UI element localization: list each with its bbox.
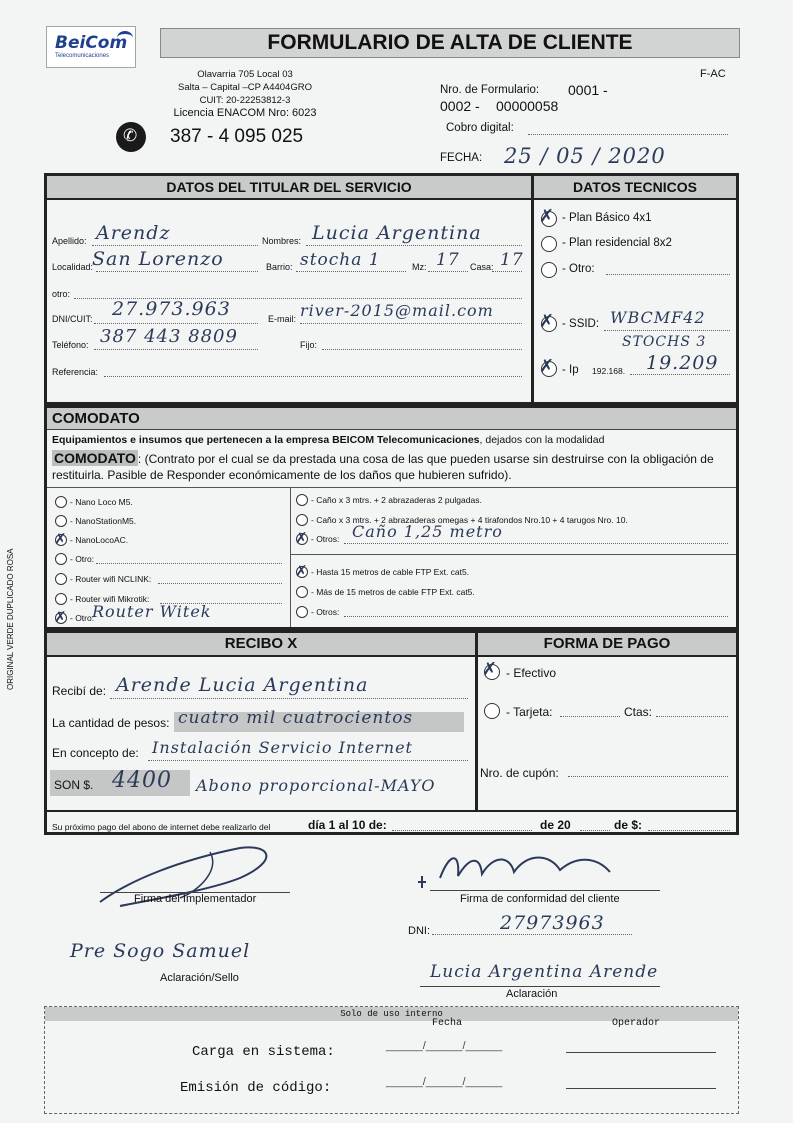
comodato-left-otro-label: - Otro: <box>70 554 95 564</box>
dni-firma-line <box>432 934 632 935</box>
cable-mas-15m-label: - Más de 15 metros de cable FTP Ext. cat5. <box>311 587 475 597</box>
form-title: FORMULARIO DE ALTA DE CLIENTE <box>160 28 740 58</box>
logo-swoosh-icon <box>117 31 133 45</box>
tecnico-otro-line <box>606 274 730 275</box>
cantidad-value: cuatro mil cuatrocientos <box>178 708 414 728</box>
recibo-section <box>44 630 739 835</box>
barrio-line <box>296 271 406 272</box>
mz-label: Mz: <box>412 262 427 272</box>
comodato-right-otros-radio[interactable] <box>295 529 308 547</box>
comodato-left-otro2-radio[interactable] <box>54 608 67 626</box>
dni-firma-value: 27973963 <box>500 912 605 934</box>
cable-mas-15m-radio[interactable] <box>296 586 308 598</box>
dni-label: DNI/CUIT: <box>52 314 93 324</box>
interno-row-carga: Carga en sistema: <box>192 1044 335 1060</box>
proximo-pago-pesos-line <box>648 830 730 831</box>
ip-radio[interactable] <box>539 356 557 377</box>
company-phone: 387 - 4 095 025 <box>170 126 304 147</box>
proximo-pago-pesos: de $: <box>614 818 643 832</box>
comodato-right-otros-label: - Otros: <box>311 534 340 544</box>
telefono-label: Teléfono: <box>52 340 89 350</box>
localidad-label: Localidad: <box>52 262 94 272</box>
ssid-radio[interactable] <box>539 311 557 332</box>
enacom-license: Licencia ENACOM Nro: 6023 <box>173 107 317 119</box>
son-value: 4400 <box>112 768 172 793</box>
ctas-line <box>656 716 728 717</box>
copy-color-note: ORIGINAL VERDE DUPLICADO ROSA <box>6 548 15 690</box>
check-mark-icon: ✗ <box>539 311 555 332</box>
router-mikrotik-radio[interactable] <box>55 593 67 605</box>
cano-omegas-label: - Caño x 3 mtrs. + 2 abrazaderas omegas + 4 tirafondos Nro.10 + 4 tarugos Nro. 10. <box>311 515 628 525</box>
proximo-pago-de20: de 20 <box>540 818 571 832</box>
ip-prefix: 192.168. <box>592 366 626 376</box>
whatsapp-icon: ✆ <box>116 122 146 152</box>
tecnicos-header: DATOS TECNICOS <box>534 176 736 200</box>
fijo-label: Fijo: <box>300 340 318 350</box>
tarjeta-radio[interactable] <box>484 703 500 719</box>
recibo-divider <box>475 630 478 810</box>
nro-formulario-label: Nro. de Formulario: <box>440 84 540 96</box>
interno-emision-date: ______/______/______ <box>386 1076 503 1088</box>
router-nclink-line <box>158 583 282 584</box>
router-mikrotik-label: - Router wifi Mikrotik: <box>70 594 150 604</box>
nombres-line <box>306 245 522 246</box>
recibi-line <box>110 698 468 699</box>
casa-value: 17 <box>500 250 524 270</box>
son-note: Abono proporcional-MAYO <box>196 776 436 795</box>
comodato-right-otros-line <box>344 543 728 544</box>
comodato-intro-rest: , dejados con la modalidad <box>479 434 605 446</box>
comodato-definition: : (Contrato por el cual se da prestada una cosa de las que pueden usarse sin destruirse con la obligación de restituirla. Pasible de Responder económicamente de los daños que hubieren sufrido). <box>52 452 714 482</box>
interno-carga-operador-line <box>566 1052 716 1053</box>
pago-header: FORMA DE PAGO <box>478 633 736 657</box>
address-line-2: Salta – Capital –CP A4404GRO <box>178 82 312 93</box>
ssid-line <box>604 330 730 331</box>
ssid-label: - SSID: <box>562 318 600 330</box>
company-address <box>150 68 340 120</box>
tecnico-otro-label: - Otro: <box>562 263 595 275</box>
recibi-value: Arende Lucia Argentina <box>116 674 369 696</box>
email-value: river-2015@mail.com <box>300 301 494 320</box>
barrio-value: stocha 1 <box>300 250 381 270</box>
proximo-pago-text: Su próximo pago del abono de internet debe realizarlo del <box>52 822 271 832</box>
tarjeta-label: - Tarjeta: <box>506 705 553 719</box>
check-mark-icon: ✗ <box>539 206 555 227</box>
recibo-header: RECIBO X <box>47 633 475 657</box>
beicom-logo <box>46 26 136 68</box>
recibi-label: Recibí de: <box>52 684 107 698</box>
concepto-line <box>148 760 468 761</box>
plan-residencial-radio[interactable] <box>541 236 557 252</box>
cupon-label: Nro. de cupón: <box>480 766 559 780</box>
comodato-table-divider <box>290 487 291 627</box>
comodato-definition-block <box>52 450 736 483</box>
implementador-label: Firma del Implementador <box>134 893 257 905</box>
conformidad-label: Firma de conformidad del cliente <box>460 893 620 905</box>
check-mark-icon: ✗ <box>539 356 555 377</box>
cano-2-pulgadas-radio[interactable] <box>296 494 308 506</box>
telefono-value: 387 443 8809 <box>100 326 238 347</box>
localidad-value: San Lorenzo <box>92 248 224 270</box>
dni-value: 27.973.963 <box>112 298 231 320</box>
telefono-line <box>94 349 258 350</box>
interno-col-fecha: Fecha <box>432 1018 463 1029</box>
aclaracion-line <box>420 986 660 987</box>
router-nclink-radio[interactable] <box>55 573 67 585</box>
comodato-header: COMODATO <box>52 410 140 427</box>
fijo-line <box>322 349 522 350</box>
localidad-line <box>96 271 258 272</box>
interno-header: Solo de uso interno <box>45 1007 738 1021</box>
fecha-value: 25 / 05 / 2020 <box>504 144 666 168</box>
form-code: F-AC <box>700 68 726 80</box>
apellido-value: Arendz <box>96 222 171 244</box>
concepto-value: Instalación Servicio Internet <box>152 738 413 757</box>
comodato-table-top <box>47 487 736 488</box>
email-line <box>300 323 522 324</box>
comodato-right-otros-value: Caño 1,25 metro <box>352 522 503 541</box>
nano-loco-ac-radio[interactable] <box>54 530 67 548</box>
nano-loco-m5-label: - Nano Loco M5. <box>70 497 133 507</box>
comodato-right-otros2-label: - Otros: <box>311 607 340 617</box>
proximo-pago-separator <box>47 810 736 812</box>
comodato-right-separator <box>291 554 736 555</box>
referencia-label: Referencia: <box>52 367 99 377</box>
comodato-word: COMODATO <box>54 450 136 466</box>
cliente-signature-line <box>430 890 660 891</box>
cobro-digital-label: Cobro digital: <box>446 122 514 134</box>
son-label: SON $. <box>54 778 94 792</box>
aclaracion-sello-label: Aclaración/Sello <box>160 972 239 984</box>
titular-divider <box>531 173 534 405</box>
logo-subtitle: Telecomunicaciones <box>55 53 110 59</box>
plan-basico-label: - Plan Básico 4x1 <box>562 212 652 224</box>
check-mark-icon: ✗ <box>54 530 67 548</box>
proximo-pago-line <box>392 830 532 831</box>
comodato-intro <box>52 434 732 446</box>
aclaracion-label: Aclaración <box>506 988 558 1000</box>
cobro-digital-line <box>528 134 728 135</box>
check-mark-icon: ✗ <box>295 529 308 547</box>
fecha-label: FECHA: <box>440 152 483 164</box>
plan-basico-radio[interactable] <box>539 206 557 227</box>
titular-section <box>44 173 739 405</box>
interno-emision-operador-line <box>566 1088 716 1089</box>
ctas-label: Ctas: <box>624 705 653 719</box>
cliente-name: Lucia Argentina Arende <box>430 962 659 982</box>
cano-omegas-radio[interactable] <box>296 514 308 526</box>
interno-col-operador: Operador <box>612 1018 661 1029</box>
otro-label: otro: <box>52 289 71 299</box>
casa-line <box>492 271 522 272</box>
nombres-value: Lucia Argentina <box>312 222 482 244</box>
comodato-header-bar <box>47 408 736 430</box>
ip-label: - Ip <box>562 364 579 376</box>
dni-line <box>94 323 258 324</box>
ssid-value-2: STOCHS 3 <box>622 334 707 350</box>
comodato-right-otros2-line <box>344 616 728 617</box>
mz-line <box>428 271 468 272</box>
interno-row-emision: Emisión de código: <box>180 1080 332 1096</box>
address-line-1: Olavarria 705 Local 03 <box>197 69 293 80</box>
tecnico-otro-radio[interactable] <box>541 262 557 278</box>
referencia-line <box>104 376 522 377</box>
nanostation-m5-label: - NanoStationM5. <box>70 516 137 526</box>
comodato-left-otro2-value: Router Witek <box>92 602 212 621</box>
nano-loco-m5-radio[interactable] <box>55 496 67 508</box>
barrio-label: Barrio: <box>266 262 293 272</box>
casa-label: Casa: <box>470 262 494 272</box>
check-mark-icon: ✗ <box>482 659 498 680</box>
cliente-signature <box>410 842 620 892</box>
efectivo-radio[interactable] <box>482 659 500 680</box>
apellido-line <box>92 245 258 246</box>
interno-carga-date: ______/______/______ <box>386 1040 503 1052</box>
comodato-left-otro-radio[interactable] <box>55 553 67 565</box>
cupon-line <box>568 776 728 777</box>
cano-2-pulgadas-label: - Caño x 3 mtrs. + 2 abrazaderas 2 pulgadas. <box>311 495 482 505</box>
ssid-value: WBCMF42 <box>610 308 706 327</box>
proximo-pago-year-line <box>580 830 610 831</box>
check-mark-icon: ✗ <box>295 562 308 580</box>
check-mark-icon: ✗ <box>54 608 67 626</box>
router-nclink-label: - Router wifi NCLINK: <box>70 574 152 584</box>
nano-loco-ac-label: - NanoLocoAC. <box>70 535 129 545</box>
nanostation-m5-radio[interactable] <box>55 515 67 527</box>
comodato-left-otro2-label: - Otro: <box>70 613 95 623</box>
comodato-intro-bold: Equipamientos e insumos que pertenecen a la empresa BEICOM Telecomunicaciones <box>52 434 480 446</box>
nro-formulario-value-2: 0002 - <box>440 98 480 114</box>
nro-formulario-value-1: 0001 - <box>568 82 608 98</box>
concepto-label: En concepto de: <box>52 746 139 760</box>
apellido-label: Apellido: <box>52 236 87 246</box>
nro-formulario-value-3: 00000058 <box>496 98 559 114</box>
efectivo-label: - Efectivo <box>506 666 557 680</box>
tarjeta-line <box>560 716 620 717</box>
dni-firma-label: DNI: <box>408 925 430 937</box>
mz-value: 17 <box>436 250 460 270</box>
cable-15m-label: - Hasta 15 metros de cable FTP Ext. cat5. <box>311 567 470 577</box>
plan-residencial-label: - Plan residencial 8x2 <box>562 237 672 249</box>
ip-value: 19.209 <box>646 352 719 374</box>
titular-header: DATOS DEL TITULAR DEL SERVICIO <box>47 176 531 200</box>
nombres-label: Nombres: <box>262 236 302 246</box>
cantidad-label: La cantidad de pesos: <box>52 716 170 730</box>
proximo-pago-bold: día 1 al 10 de: <box>308 818 387 832</box>
company-cuit: CUIT: 20-22253812-3 <box>199 95 291 106</box>
logo-name: BeiCom <box>55 33 128 53</box>
cable-15m-radio[interactable] <box>295 562 308 580</box>
comodato-right-otros2-radio[interactable] <box>296 606 308 618</box>
implementador-name: Pre Sogo Samuel <box>70 940 251 962</box>
email-label: E-mail: <box>268 314 297 324</box>
comodato-left-otro-line <box>96 563 282 564</box>
ip-line <box>630 374 730 375</box>
